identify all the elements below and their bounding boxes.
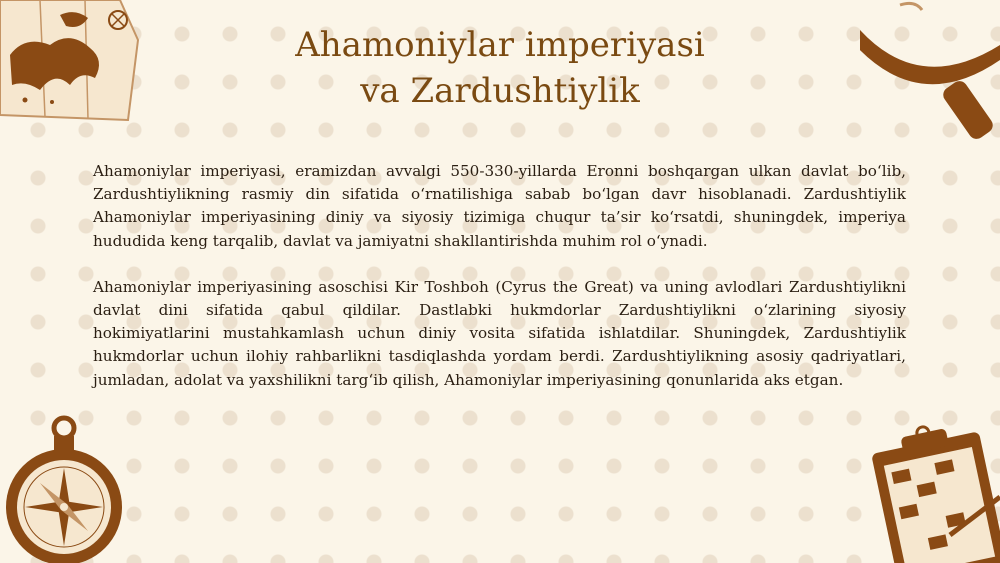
magnifying-glass-icon <box>860 0 1000 150</box>
title-line-1: Ahamoniylar imperiyasi <box>295 25 705 65</box>
paragraph-1: Ahamoniylar imperiyasi, eramizdan avvalgi 550-330-yillarda Eronni boshqargan ulkan davlat bo‘lib, Zardushtiylikning rasmiy din sifatida o‘rnatilishiga sabab bo‘lgan davr hisoblanadi. Zardushtiylik Ahamoniylar imperiyasining diniy va siyosiy tizimiga chuqur ta’sir ko‘rsatdi, shuningdek, imperiya hududida keng tarqalib, davlat va jamiyatni shakllantirishda muhim rol o‘ynadi. <box>93 162 906 250</box>
paragraph-2: Ahamoniylar imperiyasining asoschisi Kir Toshboh (Cyrus the Great) va uning avlodlari Zardushtiylikni davlat dini sifatida qabul qildilar. Dastlabki hukmdorlar Zardushtiylikni o‘zlarining siyosiy hokimiyatlarini mustahkamlash uchun diniy vosita sifatida ishlatdilar. Shuningdek, Zardushtiylik hukmdorlar uchun ilohiy rahbarlikni tasdiqlashda yordam berdi. Zardushtiylikning asosiy qadriyatlari, jumladan, adolat va yaxshilikni targ‘ib qilish, Ahamoniylar imperiyasining qonunlarida aks etgan. <box>93 277 906 389</box>
title-line-2: va Zardushtiylik <box>360 71 640 111</box>
clipboard-icon <box>855 415 1000 563</box>
map-icon <box>0 0 140 125</box>
page-title <box>200 22 800 114</box>
body-text <box>93 160 906 415</box>
compass-icon <box>0 410 135 563</box>
